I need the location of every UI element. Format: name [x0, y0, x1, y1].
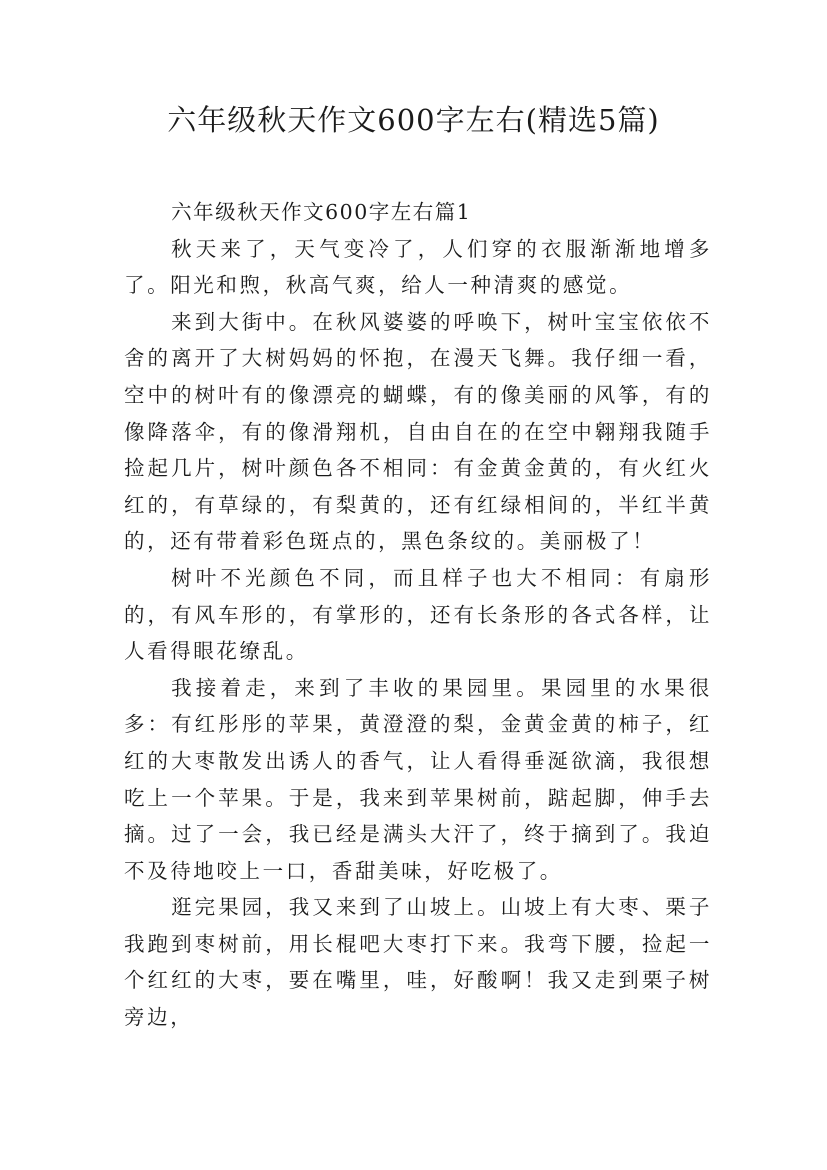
paragraph: 秋天来了，天气变冷了，人们穿的衣服渐渐地增多了。阳光和煦，秋高气爽，给人一种清爽的感觉。: [124, 236, 712, 298]
document-title: 六年级秋天作文600字左右(精选5篇): [167, 103, 660, 137]
document-body: [124, 194, 712, 1036]
paragraph: 来到大街中。在秋风婆婆的呼唤下，树叶宝宝依依不舍的离开了大树妈妈的怀抱，在漫天飞舞。我仔细一看，空中的树叶有的像漂亮的蝴蝶，有的像美丽的风筝，有的像降落伞，有的像滑翔机，自由自在的在空中翱翔我随手捡起几片，树叶颜色各不相同：有金黄金黄的，有火红火红的，有草绿的，有梨黄的，还有红绿相间的，半红半黄的，还有带着彩色斑点的，黑色条纹的。美丽极了！: [124, 309, 712, 554]
paragraph: 我接着走，来到了丰收的果园里。果园里的水果很多：有红彤彤的苹果，黄澄澄的梨，金黄金黄的柿子，红红的大枣散发出诱人的香气，让人看得垂涎欲滴，我很想吃上一个苹果。于是，我来到苹果树前，踮起脚，伸手去摘。过了一会，我已经是满头大汗了，终于摘到了。我迫不及待地咬上一口，香甜美味，好吃极了。: [124, 675, 712, 883]
paragraph: 逛完果园，我又来到了山坡上。山坡上有大枣、栗子我跑到枣树前，用长棍吧大枣打下来。我弯下腰，捡起一个红红的大枣，要在嘴里，哇，好酸啊！我又走到栗子树旁边，: [124, 895, 712, 1030]
paragraph: 树叶不光颜色不同，而且样子也大不相同：有扇形的，有风车形的，有掌形的，还有长条形的各式各样，让人看得眼花缭乱。: [124, 565, 712, 664]
section-heading: 六年级秋天作文600字左右篇1: [171, 200, 472, 224]
